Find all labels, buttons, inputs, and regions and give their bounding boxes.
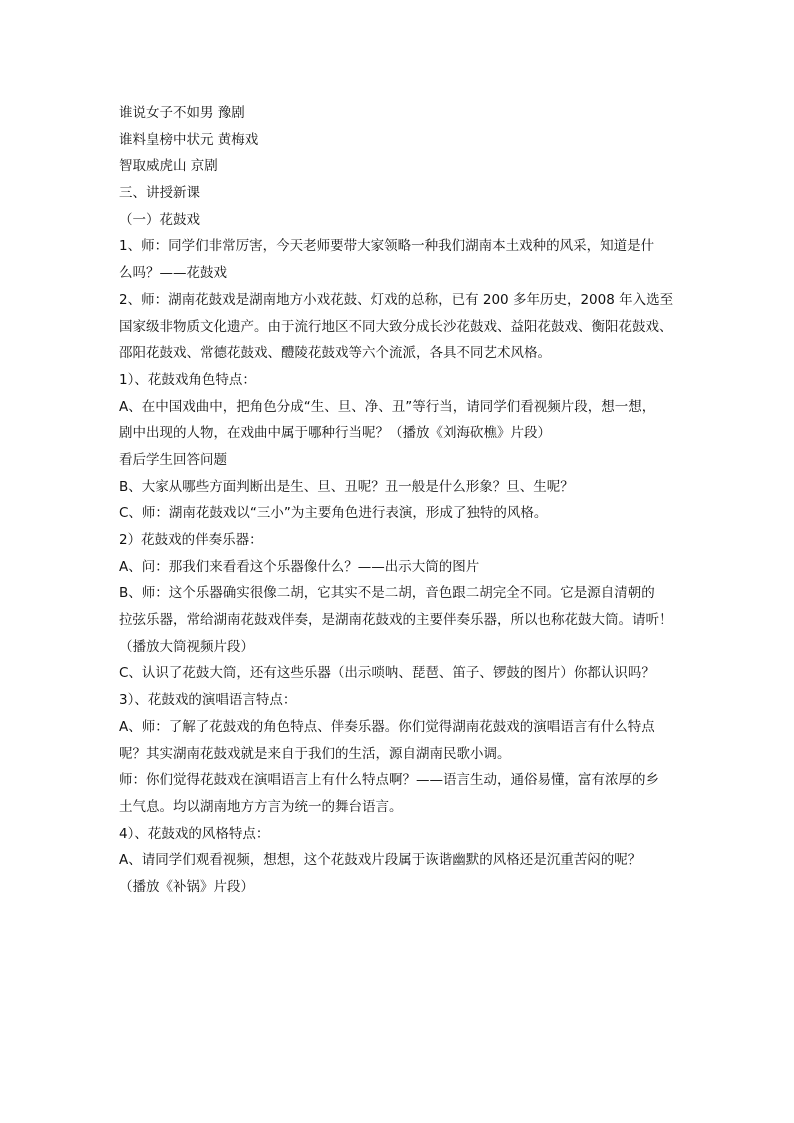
text-line: 国家级非物质文化遗产。由于流行地区不同大致分成长沙花鼓戏、益阳花鼓戏、衡阳花鼓戏、 (119, 318, 673, 335)
text-line: 拉弦乐器，常给湖南花鼓戏伴奏，是湖南花鼓戏的主要伴奏乐器，所以也称花鼓大筒。请听！ (119, 612, 673, 629)
text-line: 1、师：同学们非常厉害，今天老师要带大家领略一种我们湖南本土戏种的风采，知道是什 (119, 238, 655, 255)
text-line: A、在中国戏曲中，把角色分成“生、旦、净、丑”等行当，请同学们看视频片段，想一想， (119, 398, 656, 415)
text-line: A、请同学们观看视频，想想，这个花鼓戏片段属于诙谐幽默的风格还是沉重苦闷的呢？ (119, 852, 642, 869)
item-heading: 2）花鼓戏的伴奏乐器： (119, 532, 263, 548)
text-line: B、师：这个乐器确实很像二胡，它其实不是二胡，音色跟二胡完全不同。它是源自清朝的 (119, 585, 655, 602)
item-heading: 4）、花鼓戏的风格特点： (119, 825, 270, 842)
text-line: 么吗？——花鼓戏 (119, 265, 227, 282)
section-heading: 三、讲授新课 (119, 185, 200, 202)
text-line: 邵阳花鼓戏、常德花鼓戏、醴陵花鼓戏等六个流派，各具不同艺术风格。 (119, 345, 551, 362)
item-heading: 1）、花鼓戏角色特点： (119, 371, 256, 388)
text-line: 智取威虎山 京剧 (119, 158, 218, 175)
text-line: （播放《补锅》片段） (119, 878, 254, 895)
text-line: 看后学生回答问题 (119, 451, 227, 468)
text-line: 谁料皇榜中状元 黄梅戏 (119, 131, 259, 148)
text-line: C、师：湖南花鼓戏以“三小”为主要角色进行表演，形成了独特的风格。 (119, 505, 548, 522)
text-line: B、大家从哪些方面判断出是生、旦、丑呢？丑一般是什么形象？旦、生呢？ (119, 478, 574, 495)
text-line: 剧中出现的人物，在戏曲中属于哪种行当呢？（播放《刘海砍樵》片段） (119, 425, 551, 442)
text-line: 呢？其实湖南花鼓戏就是来自于我们的生活，源自湖南民歌小调。 (119, 745, 511, 762)
text-line: A、师：了解了花鼓戏的角色特点、伴奏乐器。你们觉得湖南花鼓戏的演唱语言有什么特点 (119, 718, 655, 735)
text-line: A、问：那我们来看看这个乐器像什么？——出示大筒的图片 (119, 558, 480, 575)
text-line: 师：你们觉得花鼓戏在演唱语言上有什么特点啊？——语言生动，通俗易懂，富有浓厚的乡 (119, 772, 659, 789)
text-line: 2、师：湖南花鼓戏是湖南地方小戏花鼓、灯戏的总称，已有 200 多年历史，2008 年入选至 (119, 291, 674, 308)
text-line: 谁说女子不如男 豫剧 (119, 105, 245, 121)
text-line: （播放大筒视频片段） (119, 638, 254, 655)
subsection-heading: （一）花鼓戏 (119, 211, 200, 228)
text-line: C、认识了花鼓大筒，还有这些乐器（出示唢呐、琵琶、笛子、锣鼓的图片）你都认识吗？ (119, 665, 655, 682)
document-body (119, 100, 675, 901)
text-line: 土气息。均以湖南地方方言为统一的舞台语言。 (119, 798, 403, 815)
item-heading: 3）、花鼓戏的演唱语言特点： (119, 692, 297, 709)
